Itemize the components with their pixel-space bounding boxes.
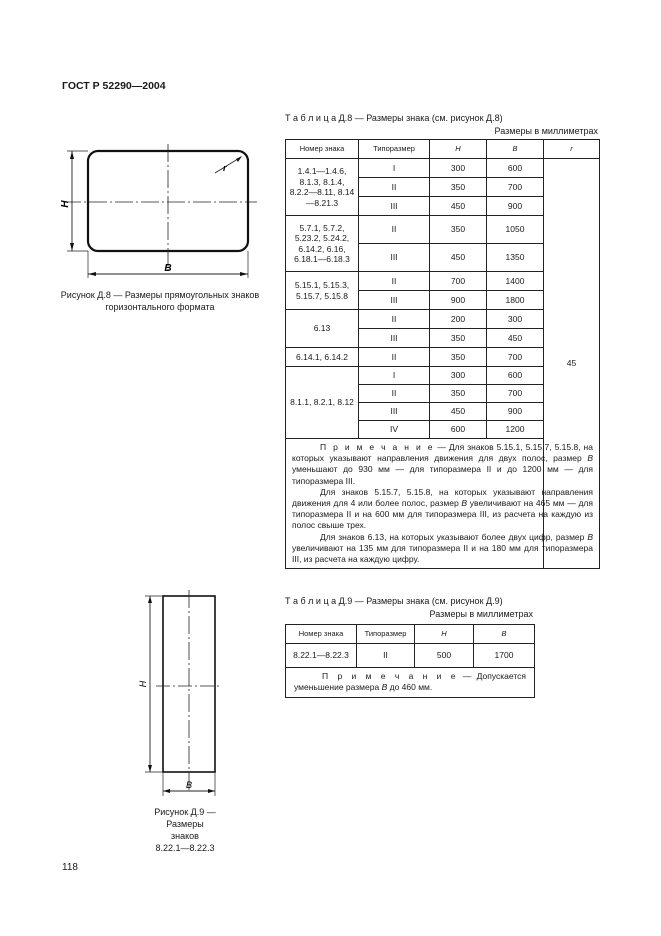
- table-d8: [285, 139, 600, 569]
- size-type-cell: III: [359, 197, 430, 216]
- note-text: Для знаков 5.15.7, 5.15.8, на которых указывают направления движения для 4 или более полос, размер: [292, 486, 593, 509]
- sign-number-cell: 5.15.1, 5.15.3, 5.15.7, 5.15.8: [286, 272, 359, 310]
- note-text: — Допускается уменьшение размера: [294, 671, 526, 693]
- col-header-sign-number: Номер знака: [286, 625, 357, 644]
- note-text: до 460 мм.: [387, 682, 433, 693]
- caption-line: Рисунок Д.9 —: [154, 807, 216, 817]
- table-d9: [285, 624, 535, 698]
- document-header: ГОСТ Р 52290—2004: [62, 80, 166, 92]
- size-type-cell: IV: [359, 421, 430, 439]
- size-type-cell: II: [359, 385, 430, 403]
- note-text: увеличивают на 135 мм для типоразмера II и на 180 мм для типоразмера III, из расчета на каждую цифру.: [292, 542, 593, 565]
- caption-line: Размеры: [166, 819, 204, 829]
- size-type-cell: III: [359, 329, 430, 348]
- h-cell: 350: [430, 348, 487, 367]
- b-cell: 1050: [487, 216, 544, 244]
- b-cell: 1800: [487, 291, 544, 310]
- note-var: B: [587, 531, 593, 542]
- col-header-h: H: [430, 140, 487, 159]
- sign-number-cell: 5.7.1, 5.7.2, 5.23.2, 5.24.2, 6.14.2, 6.16, 6.18.1—6.18.3: [286, 216, 359, 272]
- b-label: B: [164, 263, 172, 274]
- h-cell: 900: [430, 291, 487, 310]
- note-var: B: [587, 453, 593, 464]
- h-cell: 500: [415, 644, 474, 668]
- table-d9-title: [285, 596, 503, 606]
- table-d9-note-row: [286, 668, 535, 698]
- figure-d8-caption: Рисунок Д.8 — Размеры прямоугольных знаков горизонтального формата: [60, 290, 260, 312]
- h-cell: 350: [430, 216, 487, 244]
- figure-d9-caption: [130, 806, 240, 854]
- b-cell: 600: [487, 367, 544, 385]
- col-header-b: B: [487, 140, 544, 159]
- h-cell: 300: [430, 367, 487, 385]
- sign-number-cell: 8.1.1, 8.2.1, 8.12: [286, 367, 359, 439]
- h-cell: 600: [430, 421, 487, 439]
- table-d8-note-row: [286, 439, 600, 569]
- col-header-size-type: Типоразмер: [359, 140, 430, 159]
- sign-number-cell: 1.4.1—1.4.6, 8.1.3, 8.1.4, 8.2.2—8.11, 8.14—8.21.3: [286, 159, 359, 216]
- h-cell: 200: [430, 310, 487, 329]
- figure-d9-drawing: [130, 590, 230, 802]
- b-cell: 700: [487, 178, 544, 197]
- sign-number-cell: 6.13: [286, 310, 359, 348]
- h-cell: 700: [430, 272, 487, 291]
- r-label: r: [223, 163, 227, 173]
- size-type-cell: II: [359, 310, 430, 329]
- col-header-sign-number: Номер знака: [286, 140, 359, 159]
- table-row: [286, 159, 600, 178]
- b-cell: 1350: [487, 244, 544, 272]
- h-cell: 450: [430, 244, 487, 272]
- col-header-r: r: [544, 140, 600, 159]
- note-text: увеличивают на 465 мм — для типоразмера II и на 600 мм для типоразмера III, из расчета на каждую из полос свыше трех.: [292, 498, 593, 531]
- table-row: [286, 644, 535, 668]
- b-cell: 900: [487, 403, 544, 421]
- note-text: — Для знаков 5.15.1, 5.15.7, 5.15.8, на которых указывают направления движения для двух полос, размер: [292, 442, 593, 464]
- h-cell: 450: [430, 197, 487, 216]
- b-cell: 600: [487, 159, 544, 178]
- table-d9-units: Размеры в миллиметрах: [429, 609, 533, 619]
- note-text: уменьшают до 930 мм — для типоразмера II и до 1200 мм — для типоразмера III.: [292, 464, 593, 486]
- b-cell: 300: [487, 310, 544, 329]
- size-type-cell: II: [359, 272, 430, 291]
- figure-d8-drawing: [55, 140, 265, 285]
- size-type-cell: III: [359, 244, 430, 272]
- page-number: 118: [62, 862, 78, 873]
- size-type-cell: I: [359, 159, 430, 178]
- h-cell: 350: [430, 385, 487, 403]
- table-d9-header-row: [286, 625, 535, 644]
- size-type-cell: III: [359, 403, 430, 421]
- size-type-cell: II: [359, 178, 430, 197]
- size-type-cell: II: [357, 644, 415, 668]
- h-cell: 350: [430, 329, 487, 348]
- b-cell: 700: [487, 348, 544, 367]
- caption-line: знаков: [171, 831, 199, 841]
- b-cell: 900: [487, 197, 544, 216]
- note-label: П р и м е ч а н и е: [322, 671, 458, 681]
- table-d8-note: [286, 439, 600, 569]
- b-cell: 1400: [487, 272, 544, 291]
- col-header-h: H: [415, 625, 474, 644]
- h-cell: 350: [430, 178, 487, 197]
- note-label: П р и м е ч а н и е: [320, 442, 435, 452]
- sign-number-cell: 6.14.1, 6.14.2: [286, 348, 359, 367]
- caption-line: 8.22.1—8.22.3: [155, 843, 215, 853]
- table-d8-title: [285, 113, 503, 123]
- size-type-cell: II: [359, 348, 430, 367]
- r-cell: 45: [544, 159, 600, 569]
- table-d8-units: Размеры в миллиметрах: [494, 126, 598, 136]
- note-var: B: [381, 682, 388, 693]
- col-header-size-type: Типоразмер: [357, 625, 415, 644]
- h-cell: 300: [430, 159, 487, 178]
- col-header-b: B: [474, 625, 535, 644]
- b-label: B: [185, 780, 193, 790]
- table-d9-note: [286, 668, 535, 698]
- note-var: B: [461, 498, 468, 509]
- h-label: H: [60, 200, 71, 208]
- b-cell: 450: [487, 329, 544, 348]
- h-label: H: [138, 680, 148, 688]
- table-d9-title-label: Т а б л и ц а: [285, 596, 337, 606]
- b-cell: 1200: [487, 421, 544, 439]
- table-d8-title-text: Д.8 — Размеры знака (см. рисунок Д.8): [338, 113, 503, 123]
- note-text: Для знаков 6.13, на которых указывают более двух цифр, размер: [320, 531, 588, 542]
- table-d8-header-row: [286, 140, 600, 159]
- sign-number-cell: 8.22.1—8.22.3: [286, 644, 357, 668]
- table-d9-title-text: Д.9 — Размеры знака (см. рисунок Д.9): [338, 596, 503, 606]
- h-cell: 450: [430, 403, 487, 421]
- b-cell: 1700: [474, 644, 535, 668]
- table-d8-title-label: Т а б л и ц а: [285, 113, 337, 123]
- b-cell: 700: [487, 385, 544, 403]
- size-type-cell: III: [359, 291, 430, 310]
- size-type-cell: I: [359, 367, 430, 385]
- size-type-cell: II: [359, 216, 430, 244]
